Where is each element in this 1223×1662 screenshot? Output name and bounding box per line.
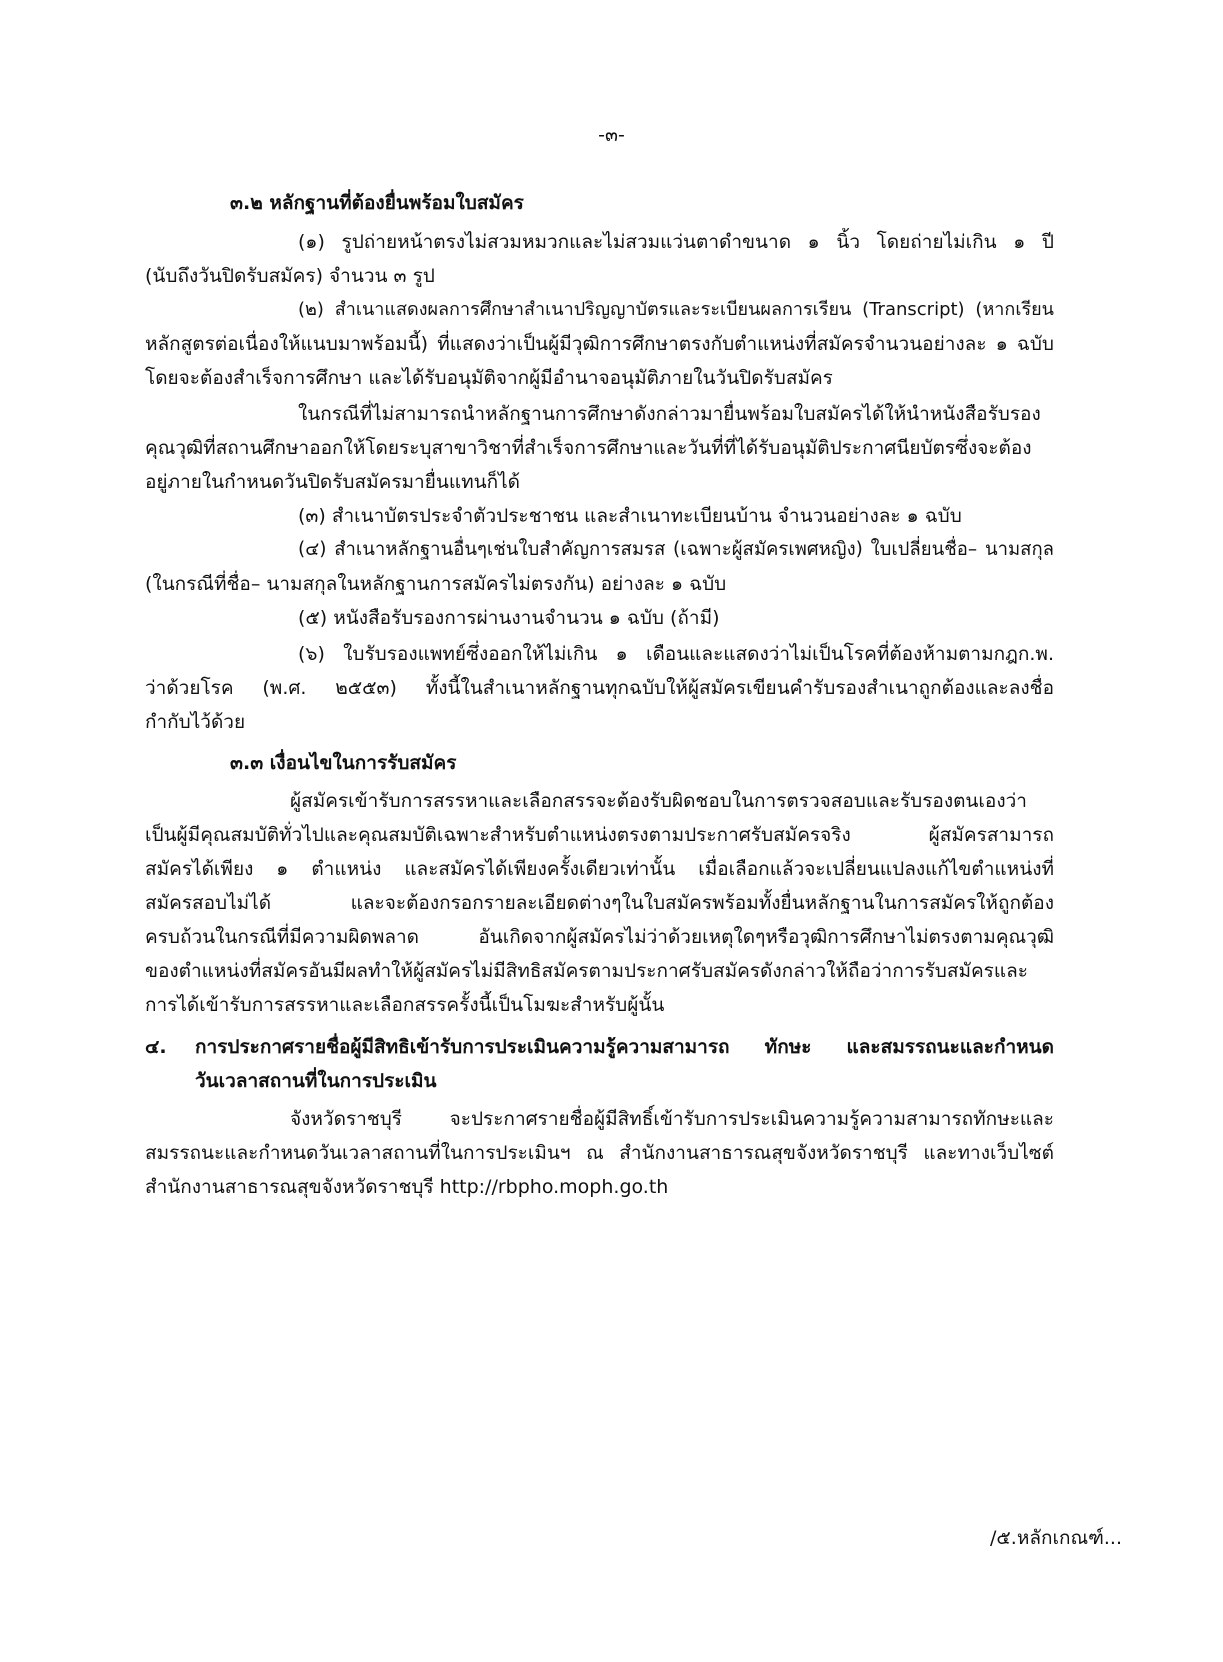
item-4-line-1: (๔) สำเนาหลักฐานอื่นๆเช่นใบสำคัญการสมรส (เฉพาะผู้สมัครเพศหญิง) ใบเปลี่ยนชื่อ– นามสกุล — [298, 539, 1054, 560]
para-2-line-2: คุณวุฒิที่สถานศึกษาออกให้โดยระบุสาขาวิชาที่สำเร็จการศึกษาและวันที่ที่ได้รับอนุมัติประกาศนียบัตรซึ่งจะต้อง — [145, 437, 1032, 459]
section-4-number: ๔. — [145, 1036, 167, 1058]
conditions-line-4: สมัครสอบไม่ได้ และจะต้องกรอกรายละเอียดต่างๆในใบสมัครพร้อมทั้งยื่นหลักฐานในการสมัครให้ถูกต้อง — [145, 892, 1054, 914]
section-3-3-heading: ๓.๓ เงื่อนไขในการรับสมัคร — [230, 752, 457, 774]
announcement-line-2: สมรรถนะและกำหนดวันเวลาสถานที่ในการประเมินฯ ณ สำนักงานสาธารณสุขจังหวัดราชบุรี และทางเว็บไซต์ — [145, 1142, 1054, 1164]
section-4-heading-line-2: วันเวลาสถานที่ในการประเมิน — [195, 1070, 437, 1092]
continuation-footer: /๕.หลักเกณฑ์... — [990, 1527, 1123, 1549]
conditions-line-3: สมัครได้เพียง ๑ ตำแหน่ง และสมัครได้เพียงครั้งเดียวเท่านั้น เมื่อเลือกแล้วจะเปลี่ยนแปลงแก้ไขตำแหน่งที่ — [145, 858, 1054, 880]
conditions-line-6: ของตำแหน่งที่สมัครอันมีผลทำให้ผู้สมัครไม่มีสิทธิสมัครตามประกาศรับสมัครดังกล่าวให้ถือว่าการรับสมัครและ — [145, 960, 1028, 982]
item-2-line-3: โดยจะต้องสำเร็จการศึกษา และได้รับอนุมัติจากผู้มีอำนาจอนุมัติภายในวันปิดรับสมัคร — [145, 367, 833, 389]
section-3-2-heading: ๓.๒ หลักฐานที่ต้องยื่นพร้อมใบสมัคร — [230, 192, 524, 214]
conditions-line-1: ผู้สมัครเข้ารับการสรรหาและเลือกสรรจะต้องรับผิดชอบในการตรวจสอบและรับรองตนเองว่า — [290, 790, 1027, 812]
item-4-line-2: (ในกรณีที่ชื่อ– นามสกุลในหลักฐานการสมัครไม่ตรงกัน) อย่างละ ๑ ฉบับ — [145, 573, 727, 595]
conditions-line-5: ครบถ้วนในกรณีที่มีความผิดพลาด อันเกิดจากผู้สมัครไม่ว่าด้วยเหตุใดๆหรือวุฒิการศึกษาไม่ตรงตามคุณวุฒิ — [145, 926, 1054, 948]
page-number: -๓- — [598, 124, 625, 146]
item-1-line-1: (๑) รูปถ่ายหน้าตรงไม่สวมหมวกและไม่สวมแว่นตาดำขนาด ๑ นิ้ว โดยถ่ายไม่เกิน ๑ ปี — [298, 231, 1054, 253]
item-2-line-2: หลักสูตรต่อเนื่องให้แนบมาพร้อมนี้) ที่แสดงว่าเป็นผู้มีวุฒิการศึกษาตรงกับตำแหน่งที่สมัครจำนวนอย่างละ ๑ ฉบับ — [145, 333, 1054, 355]
item-2-line-1: (๒) สำเนาแสดงผลการศึกษาสำเนาปริญญาบัตรและระเบียนผลการเรียน (Transcript) (หากเรียน — [298, 299, 1054, 320]
item-6-line-2: ว่าด้วยโรค (พ.ศ. ๒๕๕๓) ทั้งนี้ในสำเนาหลักฐานทุกฉบับให้ผู้สมัครเขียนคำรับรองสำเนาถูกต้องและลงชื่อ — [145, 677, 1054, 699]
section-4-heading-line-1: การประกาศรายชื่อผู้มีสิทธิเข้ารับการประเมินความรู้ความสามารถ ทักษะ และสมรรถนะและกำหนด — [195, 1036, 1054, 1058]
para-2-line-1: ในกรณีที่ไม่สามารถนำหลักฐานการศึกษาดังกล่าวมายื่นพร้อมใบสมัครได้ให้นำหนังสือรับรอง — [298, 403, 1041, 425]
item-6-line-3: กำกับไว้ด้วย — [145, 711, 246, 733]
conditions-line-7: การได้เข้ารับการสรรหาและเลือกสรรครั้งนี้เป็นโมฆะสำหรับผู้นั้น — [145, 994, 665, 1016]
item-3-line-1: (๓) สำเนาบัตรประจำตัวประชาชน และสำเนาทะเบียนบ้าน จำนวนอย่างละ ๑ ฉบับ — [298, 505, 962, 527]
item-6-line-1: (๖) ใบรับรองแพทย์ซึ่งออกให้ไม่เกิน ๑ เดือนและแสดงว่าไม่เป็นโรคที่ต้องห้ามตามกฎก.พ. — [298, 643, 1054, 665]
item-1-line-2: (นับถึงวันปิดรับสมัคร) จำนวน ๓ รูป — [145, 265, 435, 287]
conditions-line-2: เป็นผู้มีคุณสมบัติทั่วไปและคุณสมบัติเฉพาะสำหรับตำแหน่งตรงตามประกาศรับสมัครจริง ผู้สมัครสามารถ — [145, 824, 1054, 846]
para-2-line-3: อยู่ภายในกำหนดวันปิดรับสมัครมายื่นแทนก็ได้ — [145, 471, 520, 493]
announcement-line-3: สำนักงานสาธารณสุขจังหวัดราชบุรี http://rbpho.moph.go.th — [145, 1176, 669, 1198]
announcement-line-1: จังหวัดราชบุรี จะประกาศรายชื่อผู้มีสิทธิ์เข้ารับการประเมินความรู้ความสามารถทักษะและ — [290, 1108, 1054, 1130]
item-5-line-1: (๕) หนังสือรับรองการผ่านงานจำนวน ๑ ฉบับ (ถ้ามี) — [298, 607, 720, 629]
